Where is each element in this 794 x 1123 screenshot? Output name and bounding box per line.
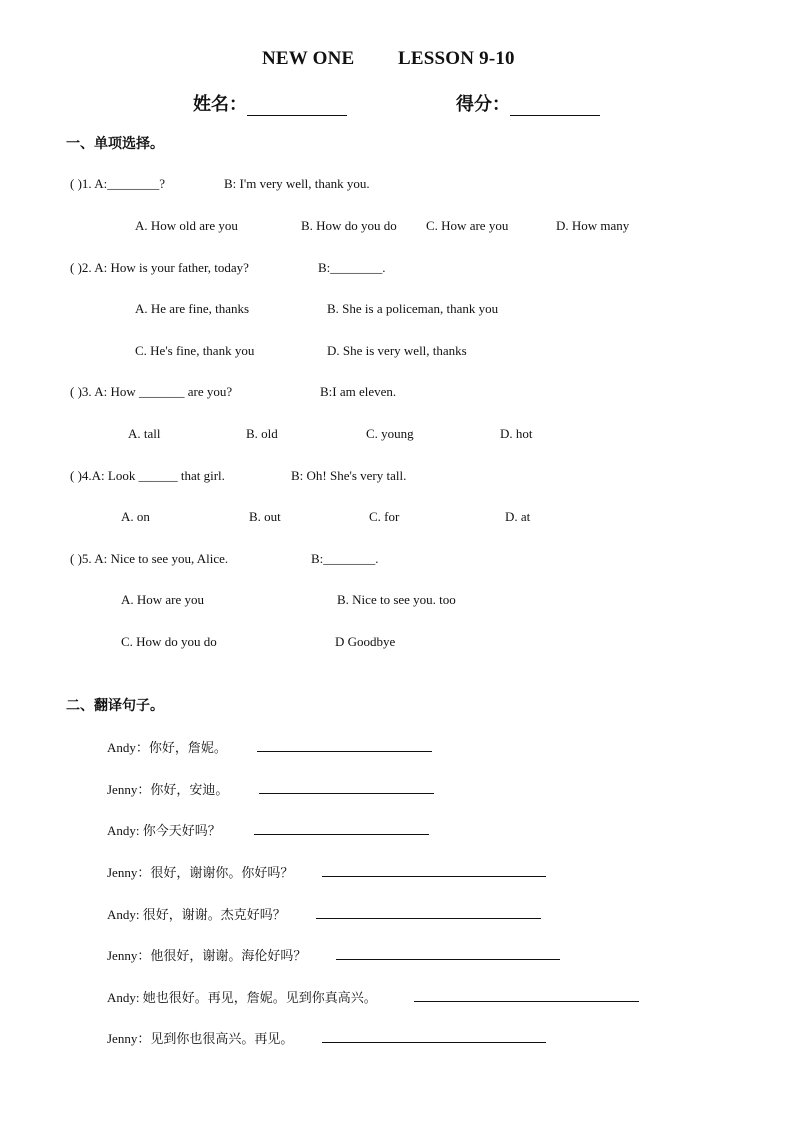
question-2-prompt: ( )2. A: How is your father, today? <box>70 260 249 275</box>
question-2-response: B:________. <box>318 260 386 275</box>
question-1-response: B: I'm very well, thank you. <box>224 176 370 191</box>
translation-answer-5[interactable] <box>316 918 541 919</box>
question-1-option-a[interactable]: A. How old are you <box>135 218 238 233</box>
question-1-option-d[interactable]: D. How many <box>556 218 630 233</box>
question-3-option-c[interactable]: C. young <box>366 426 414 441</box>
translation-line-1: Andy：你好，詹妮。 <box>107 740 227 755</box>
translation-answer-3[interactable] <box>254 834 429 835</box>
translation-line-7: Andy: 她也很好。再见，詹妮。见到你真高兴。 <box>107 990 377 1005</box>
translation-answer-1[interactable] <box>257 751 432 752</box>
translation-answer-7[interactable] <box>414 1001 639 1002</box>
question-5-option-a[interactable]: A. How are you <box>121 592 205 607</box>
translation-line-4: Jenny：很好，谢谢你。你好吗？ <box>107 865 294 880</box>
question-2-option-b[interactable]: B. She is a policeman, thank you <box>327 301 499 316</box>
question-3-option-d[interactable]: D. hot <box>500 426 533 441</box>
question-1-option-b[interactable]: B. How do you do <box>301 218 397 233</box>
question-5-option-b[interactable]: B. Nice to see you. too <box>337 592 456 607</box>
name-label: 姓名： <box>193 94 247 114</box>
question-4-response: B: Oh! She's very tall. <box>291 468 407 483</box>
name-blank[interactable] <box>247 97 347 116</box>
question-3-prompt: ( )3. A: How _______ are you? <box>70 384 233 399</box>
section-2-heading: 二、翻译句子。 <box>66 699 164 714</box>
question-4-option-a[interactable]: A. on <box>121 509 150 524</box>
translation-line-5: Andy: 很好，谢谢。杰克好吗？ <box>107 907 286 922</box>
question-5-prompt: ( )5. A: Nice to see you, Alice. <box>70 551 229 566</box>
score-blank[interactable] <box>510 97 600 116</box>
question-2-option-a[interactable]: A. He are fine, thanks <box>135 301 250 316</box>
question-5-option-d[interactable]: D Goodbye <box>335 634 396 649</box>
question-4-option-c[interactable]: C. for <box>369 509 400 524</box>
title-left: NEW ONE <box>262 48 355 69</box>
translation-answer-4[interactable] <box>322 876 546 877</box>
section-1-heading: 一、单项选择。 <box>66 137 164 152</box>
question-5-response: B:________. <box>311 551 379 566</box>
translation-line-6: Jenny：他很好，谢谢。海伦好吗？ <box>107 948 307 963</box>
question-3-option-b[interactable]: B. old <box>246 426 278 441</box>
question-3-response: B:I am eleven. <box>320 384 397 399</box>
translation-line-3: Andy: 你今天好吗？ <box>107 823 221 838</box>
question-4-option-d[interactable]: D. at <box>505 509 531 524</box>
question-5-option-c[interactable]: C. How do you do <box>121 634 217 649</box>
question-4-option-b[interactable]: B. out <box>249 509 281 524</box>
translation-line-8: Jenny：见到你也很高兴。再见。 <box>107 1031 294 1046</box>
question-2-option-c[interactable]: C. He's fine, thank you <box>135 343 255 358</box>
question-1-option-c[interactable]: C. How are you <box>426 218 509 233</box>
translation-answer-6[interactable] <box>336 959 560 960</box>
question-2-option-d[interactable]: D. She is very well, thanks <box>327 343 467 358</box>
question-4-prompt: ( )4.A: Look ______ that girl. <box>70 468 225 483</box>
title-right: LESSON 9-10 <box>398 48 515 69</box>
score-label: 得分： <box>456 94 510 114</box>
name-field <box>193 90 347 116</box>
question-1-prompt: ( )1. A:________? <box>70 176 165 191</box>
translation-answer-2[interactable] <box>259 793 434 794</box>
score-field <box>456 90 600 116</box>
translation-answer-8[interactable] <box>322 1042 546 1043</box>
question-3-option-a[interactable]: A. tall <box>128 426 161 441</box>
translation-line-2: Jenny：你好，安迪。 <box>107 782 229 797</box>
